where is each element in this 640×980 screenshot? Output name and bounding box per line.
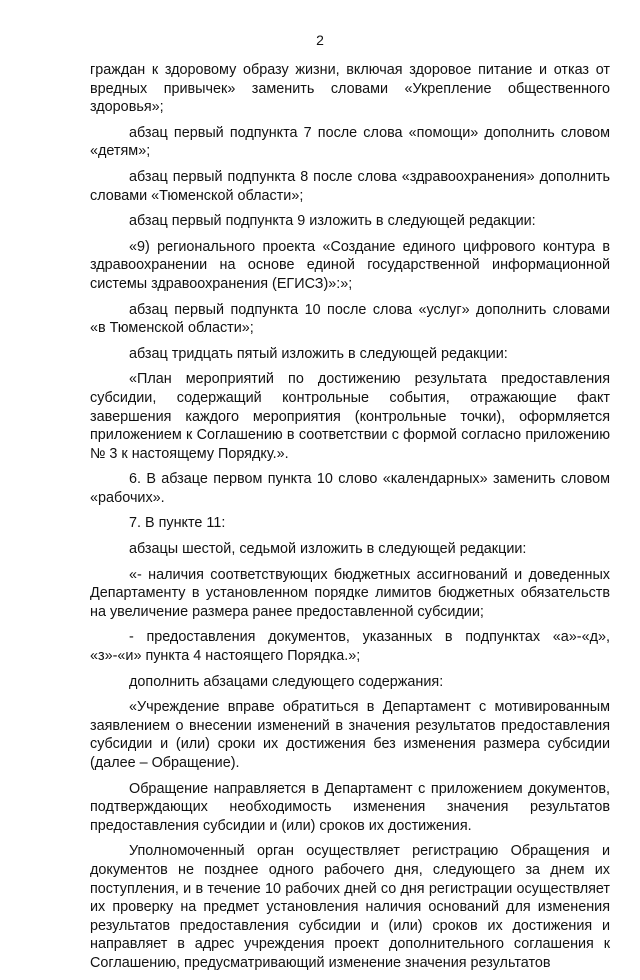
page-number: 2 [316, 32, 324, 48]
paragraph-quoted-text: Обращение направляется в Департамент с приложением документов, подтверждающих необходимость изменения значения результатов предоставления субсидии и (или) сроков их достижения. [90, 780, 610, 834]
document-body [90, 61, 610, 980]
paragraph: абзац первый подпункта 10 после слова «услуг» дополнить словами «в Тюменской области»; [90, 301, 610, 337]
paragraph-item-7: 7. В пункте 11: [129, 515, 226, 532]
paragraph-item-6: 6. В абзаце первом пункта 10 слово «календарных» заменить словом «рабочих». [90, 471, 610, 506]
paragraph-continuation: граждан к здоровому образу жизни, включая здоровое питание и отказ от вредных привычек» заменить словами «Укрепление общественного здоровья»; [90, 62, 610, 116]
paragraph-quoted-text: Уполномоченный орган осуществляет регистрацию Обращения и документов не позднее одного рабочего дня, следующего за днем их поступления, и в течение 10 рабочих дней со дня регистрации осуществляет их проверку на предмет установления наличия оснований для изменения результатов предоставления субсидии и (или) сроков их достижения и направляет в адрес учреждения проект дополнительного соглашения к Соглашению, предусматривающий изменение значения результатов [90, 843, 610, 971]
paragraph: абзац первый подпункта 8 после слова «здравоохранения» дополнить словами «Тюменской области»; [90, 168, 610, 204]
paragraph-quoted-text: «Учреждение вправе обратиться в Департамент с мотивированным заявлением о внесении изменений в значения результатов предоставления субсидии и (или) сроки их достижения без изменения размера субсидии (далее – Обращение). [90, 699, 610, 771]
paragraph-quoted-text: «- наличия соответствующих бюджетных ассигнований и доведенных Департаменту в установленном порядке лимитов бюджетных обязательств на увеличение размера ранее предоставленной субсидии; [90, 566, 610, 620]
paragraph: абзац тридцать пятый изложить в следующей редакции: [129, 345, 508, 362]
paragraph-quoted-text: «9) регионального проекта «Создание единого цифрового контура в здравоохранении на основе единой государственной информационной системы здравоохранения (ЕГИСЗ)»:»; [90, 238, 610, 292]
paragraph: абзац первый подпункта 9 изложить в следующей редакции: [129, 213, 536, 230]
paragraph: дополнить абзацами следующего содержания: [129, 673, 444, 690]
paragraph-quoted-text: «План мероприятий по достижению результата предоставления субсидии, содержащий контрольные события, отражающие факт завершения каждого мероприятия (контрольные точки), оформляется приложением к Соглашению в соответствии с формой согласно приложению № 3 к настоящему Порядку.». [90, 371, 610, 462]
paragraph: абзац первый подпункта 7 после слова «помощи» дополнить словом «детям»; [90, 124, 610, 160]
paragraph-quoted-text: - предоставления документов, указанных в подпунктах «а»-«д», «з»-«и» пункта 4 настоящего Порядка.»; [90, 629, 610, 665]
paragraph: абзацы шестой, седьмой изложить в следующей редакции: [129, 541, 527, 558]
